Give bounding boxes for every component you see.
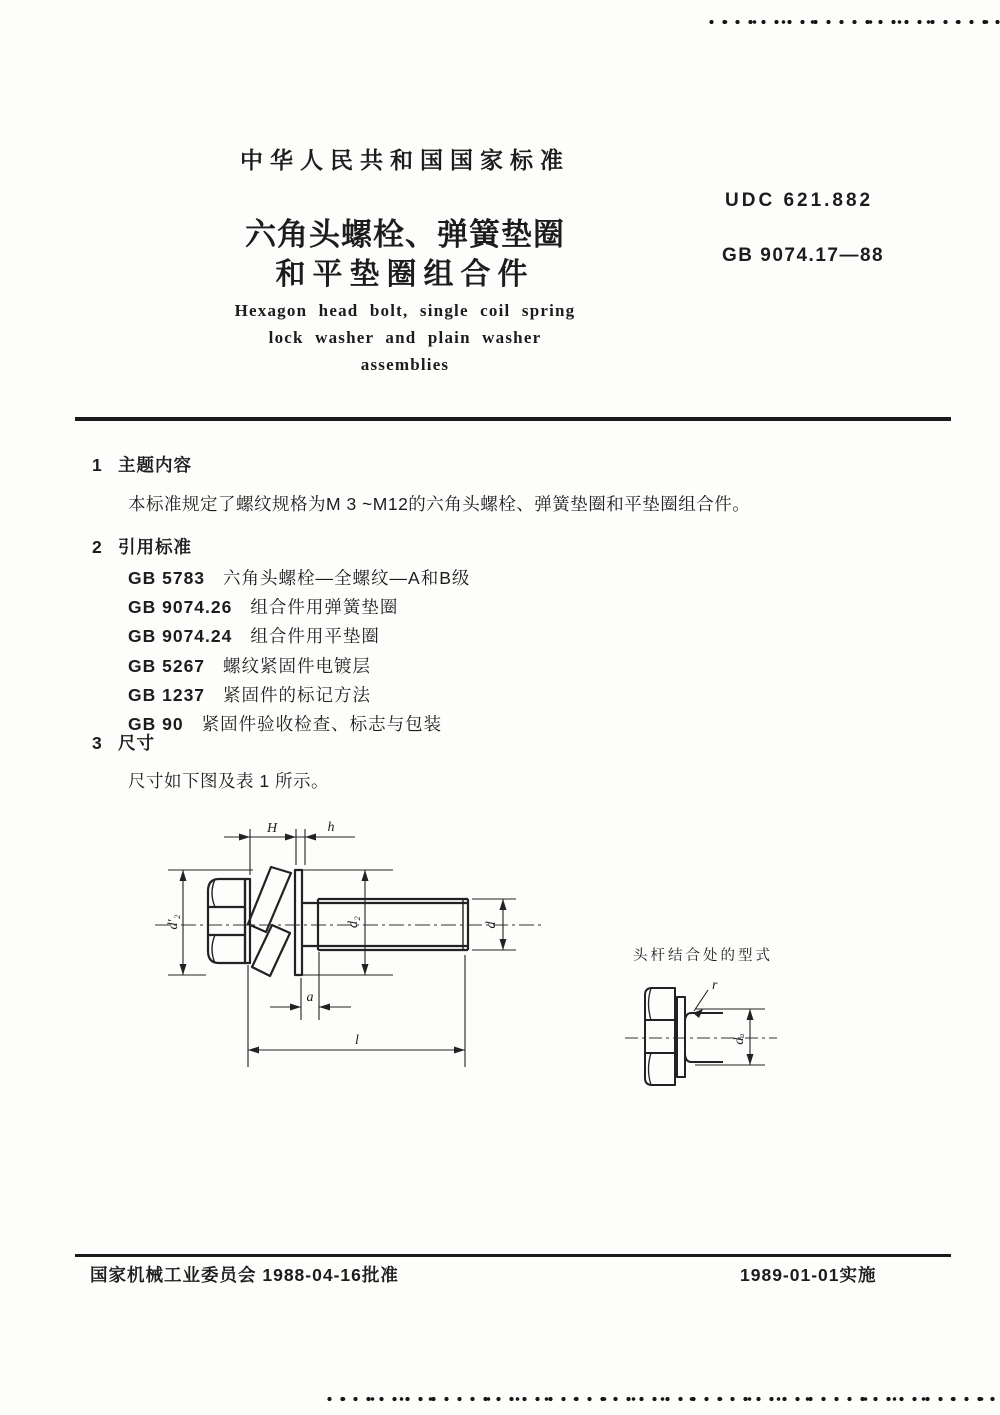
dim-label-a: a [306,990,314,1005]
section-1-body: 本标准规定了螺纹规格为M 3 ~M12的六角头螺栓、弹簧垫圈和平垫圈组合件。 [128,494,751,514]
section-2-number: 2 [92,537,103,557]
head-shank-junction-drawing [615,975,795,1105]
perforation-dots-top [705,19,1000,25]
inset-dimension-labels [712,978,747,1045]
bolt-outline [208,867,468,976]
section-3-body: 尺寸如下图及表 1 所示。 [128,771,329,791]
perforation-dots-bottom [323,1396,1000,1402]
dim-label-d: d [484,921,499,929]
approval-note: 国家机械工业委员会 1988-04-16批准 [90,1265,399,1285]
inset-dimension-lines [694,990,765,1065]
document-title-zh-line2: 和平垫圈组合件 [275,258,535,291]
implementation-note: 1989-01-01实施 [740,1265,877,1285]
inset-head-flange [677,997,685,1077]
section-3-title: 尺寸 [118,733,155,753]
standard-code: GB 9074.17—88 [722,245,885,266]
spring-washer-lower [252,925,290,976]
plain-washer [295,870,302,975]
section-1-heading [92,452,192,477]
reference-item [128,682,371,707]
reference-title: 组合件用弹簧垫圈 [250,597,399,617]
reference-item [128,594,398,619]
reference-code: GB 1237 [128,685,206,705]
reference-code: GB 5267 [128,656,206,676]
inset-bolt-outline [645,988,723,1085]
dim-label-l: l [355,1033,359,1048]
reference-code: GB 9074.24 [128,626,233,646]
document-title-en-line1: Hexagon head bolt, single coil spring [234,301,576,320]
reference-item [128,711,442,736]
spring-washer-upper [248,867,291,932]
section-1-number: 1 [92,455,103,475]
reference-title: 紧固件的标记方法 [223,685,372,705]
reference-code: GB 5783 [128,568,206,588]
document-title-zh-line1: 六角头螺栓、弹簧垫圈 [245,217,565,252]
dimension-lines [168,829,516,1067]
dim-label-da: dₐ [732,1033,747,1045]
dimension-arrows [180,834,507,1054]
document-title-en-line3: assemblies [360,355,450,374]
reference-item [128,623,380,648]
reference-code: GB 9074.26 [128,597,233,617]
document-title-en-line2: lock washer and plain washer [268,328,542,347]
reference-item [128,565,470,590]
inset-facet-arcs [649,988,652,1085]
reference-title: 组合件用平垫圈 [250,626,380,646]
section-3-heading [92,730,155,755]
udc-number: UDC 621.882 [725,190,874,211]
section-1-title: 主题内容 [118,455,192,475]
inset-bolt-head [645,988,675,1085]
bolt-head [208,879,245,963]
dim-label-d2: d₂ [346,916,361,928]
section-2-title: 引用标准 [118,537,192,557]
dim-label-d2-prime: d′₂ [166,914,181,930]
national-standard-label: 中华人民共和国国家标准 [240,147,570,173]
dim-label-r: r [712,978,718,993]
header-rule [75,417,951,421]
dim-label-H: H [266,821,278,836]
dim-label-h: h [327,820,335,835]
reference-title: 六角头螺栓—全螺纹—A和B级 [223,568,471,588]
section-3-number: 3 [92,733,103,753]
footer-rule [75,1254,951,1257]
inset-figure-caption: 头杆结合处的型式 [633,948,773,964]
main-assembly-drawing [150,815,580,1107]
reference-code: GB 90 [128,714,184,734]
section-2-heading [92,534,192,559]
reference-item [128,653,371,678]
reference-title: 螺纹紧固件电镀层 [223,656,372,676]
reference-title: 紧固件验收检查、标志与包装 [201,714,443,734]
